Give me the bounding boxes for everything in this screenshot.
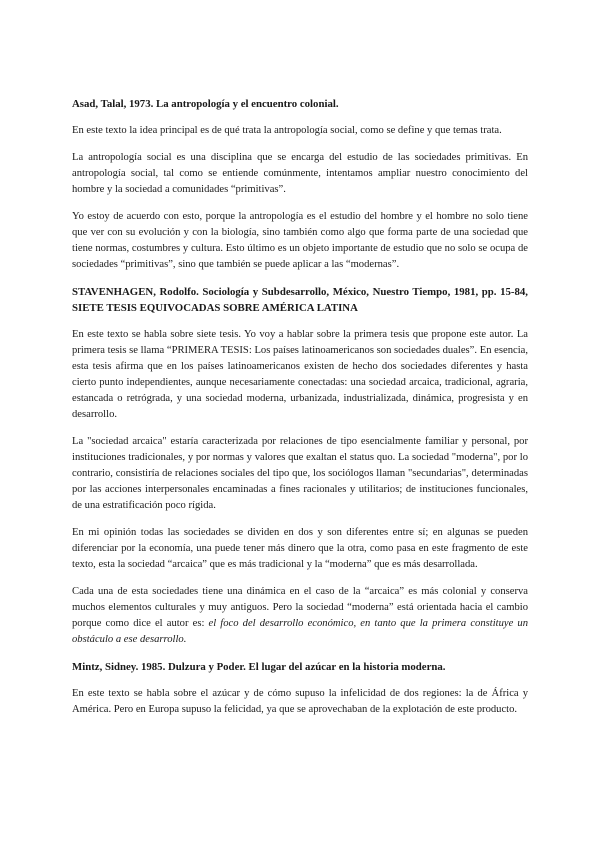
paragraph-text: Cada una de esta sociedades tiene una dinámica en el caso de la “arcaica” es más colonial y conserva muchos elementos culturales y muy antiguos. Pero la sociedad “moderna” está orientada hacia el cambio porque como dice el autor es: [72, 586, 528, 629]
section-heading-mintz: Mintz, Sidney. 1985. Dulzura y Poder. El lugar del azúcar en la historia moderna. [72, 661, 446, 673]
paragraph: La "sociedad arcaica" estaría caracterizada por relaciones de tipo esencialmente familiar y personal, por instituciones tradicionales, y por normas y valores que exaltan el status quo. La sociedad "moderna", por lo contrario, consistiría de relaciones sociales del tipo que, los sociólogos llaman "secundarias", determinadas por las acciones interpersonales encaminadas a fines racionales y utilitarios; de instituciones funcionales, de una estratificación poco rígida. [72, 436, 528, 511]
paragraph: En mi opinión todas las sociedades se dividen en dos y son diferentes entre sí; en algunas se pueden diferenciar por la economía, una puede tener más dinero que la otra, como pasa en este fragmento de este texto, esta la sociedad “arcaica” que es más tradicional y la “moderna” que es más desarrollada. [72, 527, 528, 570]
paragraph [72, 584, 528, 648]
section-heading-stavenhagen: STAVENHAGEN, Rodolfo. Sociología y Subdesarrollo, México, Nuestro Tiempo, 1981, pp. 15-84, SIETE TESIS EQUIVOCADAS SOBRE AMÉRICA LATINA [72, 286, 528, 314]
paragraph: Yo estoy de acuerdo con esto, porque la antropología es el estudio del hombre y el hombre no solo tiene que ver con su evolución y con la biología, sino también como algo que forma parte de una sociedad que tiene normas, costumbres y cultura. Esto último es un objeto importante de estudio que no solo se ocupa de sociedades “primitivas”, sino que también se puede aplicar a las “modernas”. [72, 211, 528, 270]
document-page [72, 96, 528, 729]
paragraph: En este texto se habla sobre el azúcar y de cómo supuso la infelicidad de dos regiones: la de África y América. Pero en Europa supuso la felicidad, ya que se aprovechaban de la explotación de este producto. [72, 688, 528, 715]
paragraph: En este texto la idea principal es de qué trata la antropología social, como se define y que temas trata. [72, 125, 502, 136]
paragraph: En este texto se habla sobre siete tesis. Yo voy a hablar sobre la primera tesis que propone este autor. La primera tesis se llama “PRIMERA TESIS: Los países latinoamericanos son sociedades duales”. En esencia, esta tesis afirma que en los países latinoamericanos existen de hecho dos sociedades diferentes y hasta cierto punto independientes, aunque necesariamente conectadas: una sociedad arcaica, tradicional, agraria, estancada o retrógrada, y una sociedad moderna, urbanizada, industrializada, dinámica, progresista y en desarrollo. [72, 329, 528, 420]
quoted-italic-text: el foco del desarrollo económico, en tanto que la primera constituye un obstáculo a ese desarrollo. [72, 618, 528, 645]
paragraph: La antropología social es una disciplina que se encarga del estudio de las sociedades primitivas. En antropología social, tal como se entiende comúnmente, intentamos ampliar nuestro conocimiento del hombre y la sociedad a comunidades “primitivas”. [72, 152, 528, 195]
section-heading-asad: Asad, Talal, 1973. La antropología y el encuentro colonial. [72, 98, 339, 110]
